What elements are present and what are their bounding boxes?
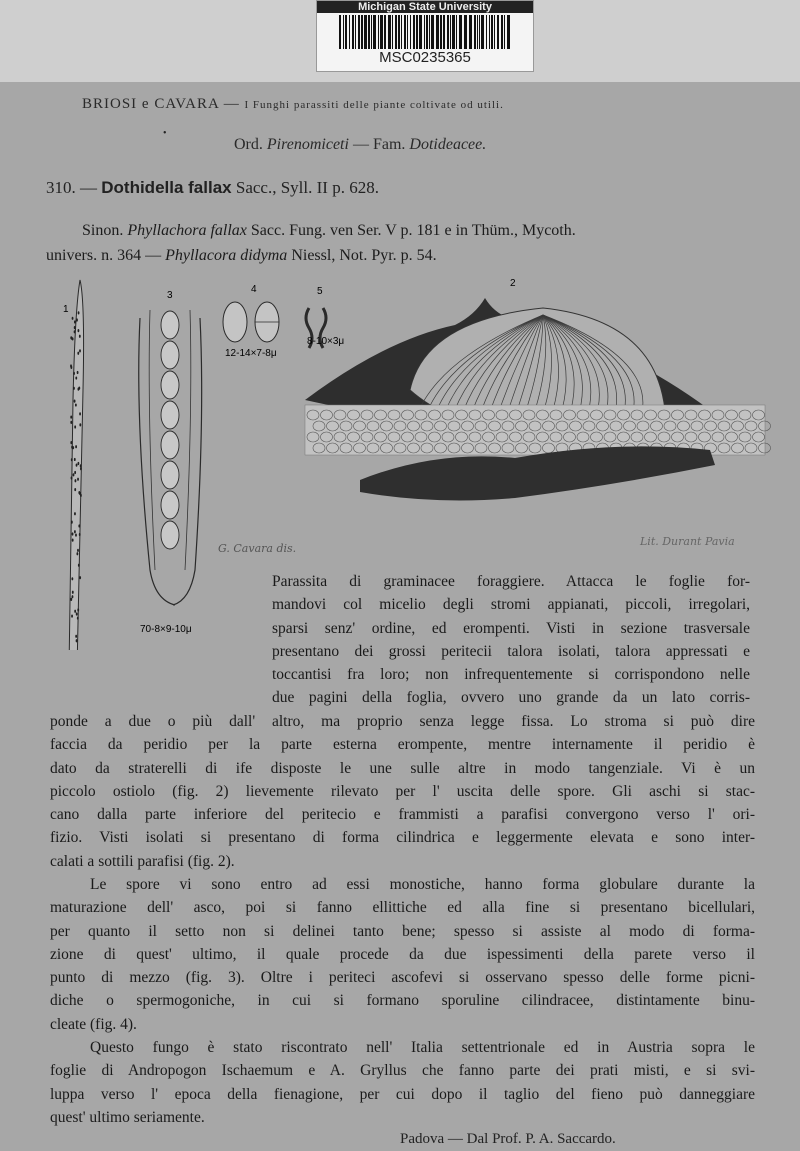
- text-line: dato da straterelli di ife disposte le une sulle altre in modo tangenziale. Vi è un: [50, 759, 755, 777]
- order-line: [234, 136, 486, 154]
- text-line: mandovi col micelio degli stromi appianati, piccoli, irregolari,: [272, 596, 750, 614]
- text-line: luppa verso l' epoca della fienagione, per cui dopo il taglio del fieno può danneggiare: [50, 1085, 755, 1103]
- figure-5-conidia: [306, 286, 344, 348]
- order-prefix: Ord.: [234, 136, 263, 153]
- text-line: sparsi senz' ordine, ed erompenti. Visti in sezione trasversale: [272, 619, 750, 637]
- measure-spores: 12-14×7-8μ: [225, 348, 277, 359]
- measure-asci: 70-8×9-10μ: [140, 624, 192, 635]
- species-number: 310. —: [46, 178, 97, 197]
- text-line: Parassita di graminacee foraggiere. Attacca le foglie for-: [272, 573, 750, 590]
- text-line: per quanto il setto non si delinei tanto bene; spesso si assiste al modo di forma-: [50, 922, 755, 940]
- figure-4-spores: [223, 284, 279, 359]
- text-line: zione di quest' ultimo, il quale procede da due ispessimenti della parete verso il: [50, 945, 755, 963]
- text-line: piccolo ostiolo (fig. 2) lievemente rilevato per l' uscita delle spore. Gli aschi si stac-: [50, 782, 755, 800]
- text-line: due pagini della foglia, ovvero uno grande da un lato corris-: [272, 689, 750, 707]
- synonym-line-2: [46, 247, 437, 265]
- header-dash: —: [223, 96, 245, 112]
- species-name: Dothidella fallax: [101, 178, 232, 197]
- paragraph-1-continued: [50, 710, 755, 873]
- figure-label-2: 2: [510, 278, 516, 289]
- figure-3-ascus: [139, 290, 202, 635]
- text-line: quest' ultimo seriamente.: [50, 1108, 205, 1126]
- paragraph-2: [50, 873, 755, 1036]
- text-line: diche o spermogoniche, in cui si formano sporuline cilindracee, distintamente binu-: [50, 992, 755, 1010]
- species-heading: [46, 178, 379, 198]
- barcode-institution: Michigan State University: [317, 1, 533, 13]
- synonym-rest-2: Niessl, Not. Pyr. p. 54.: [291, 247, 437, 264]
- text-line: ponde a due o più dall' altro, ma proprio senza legge fissa. Lo stroma si può dire: [50, 713, 755, 730]
- order-name: Pirenomiceti: [266, 136, 349, 153]
- figure-label-5: 5: [317, 286, 323, 297]
- family-prefix: Fam.: [372, 136, 406, 153]
- text-line: Le spore vi sono entro ad essi monostiche, hanno forma globulare durante la: [90, 876, 755, 893]
- synonym-prefix: Sinon.: [82, 222, 124, 239]
- header-title: I Funghi parassiti delle piante coltivate od utili.: [244, 99, 504, 111]
- figure-label-1: 1: [63, 304, 69, 315]
- text-line: Questo fungo è stato riscontrato nell' Italia settentrionale ed in Austria sopra le: [90, 1039, 755, 1056]
- ink-mark: •: [163, 128, 167, 139]
- figure-label-4: 4: [251, 284, 257, 295]
- barcode-code: MSC0235365: [379, 49, 471, 66]
- paragraph-1-short: [272, 570, 750, 710]
- order-sep: —: [352, 136, 373, 153]
- figure-2-section: [305, 278, 771, 500]
- paragraph-3: [50, 1036, 755, 1129]
- text-line: maturazione dell' asco, poi si fanno ellittiche ed alla fine si presentano bicellulari,: [50, 899, 755, 917]
- credit-line: Padova — Dal Prof. P. A. Saccardo.: [400, 1131, 616, 1147]
- header-authors: BRIOSI e CAVARA: [82, 96, 219, 112]
- synonym-rest-1: Sacc. Fung. ven Ser. V p. 181 e in Thüm., Mycoth.: [250, 222, 576, 239]
- barcode-bars: [339, 15, 511, 49]
- measure-conidia: 8-10×3μ: [307, 336, 345, 347]
- text-line: foglie di Andropogon Ischaemum e A. Gryllus che fanno parte dei prati misti, e si svi-: [50, 1062, 755, 1080]
- figure-1-leaf: [63, 280, 84, 650]
- synonym-prefix-2: univers. n. 364 —: [46, 247, 162, 264]
- text-line: punto di mezzo (fig. 3). Oltre i periteci ascofevi si osservano spesso delle forme picni-: [50, 969, 755, 987]
- barcode-label: [316, 0, 534, 72]
- text-line: toccantisi fra loro; non infrequentemente si corrispondono nelle: [272, 666, 750, 684]
- figure-label-3: 3: [167, 290, 173, 301]
- illustrator-signature: G. Cavara dis.: [218, 542, 297, 555]
- synonym-name-1: Phyllachora fallax: [127, 222, 247, 239]
- text-line: calati a sottili parafisi (fig. 2).: [50, 852, 235, 870]
- lithographer-signature: Lit. Durant Pavia: [640, 535, 735, 548]
- text-line: presentano dei grossi peritecii talora isolati, talora appressati e: [272, 642, 750, 660]
- species-authority: Sacc., Syll. II p. 628.: [235, 178, 379, 197]
- synonym-name-2: Phyllacora didyma: [165, 247, 288, 264]
- text-line: fizio. Visti isolati si presentano di forma cilindrica e leggermente elevata e sono inter-: [50, 829, 755, 847]
- family-name: Dotideacee.: [409, 136, 487, 153]
- series-header: [82, 96, 504, 113]
- text-line: faccia da peridio per la parte esterna erompente, mentre internamente il peridio è: [50, 736, 755, 754]
- synonym-line-1: [82, 222, 576, 240]
- text-line: cleate (fig. 4).: [50, 1015, 137, 1033]
- text-line: cano dalla parte inferiore del peritecio e frammisti a parafisi convergono verso l' ori-: [50, 806, 755, 824]
